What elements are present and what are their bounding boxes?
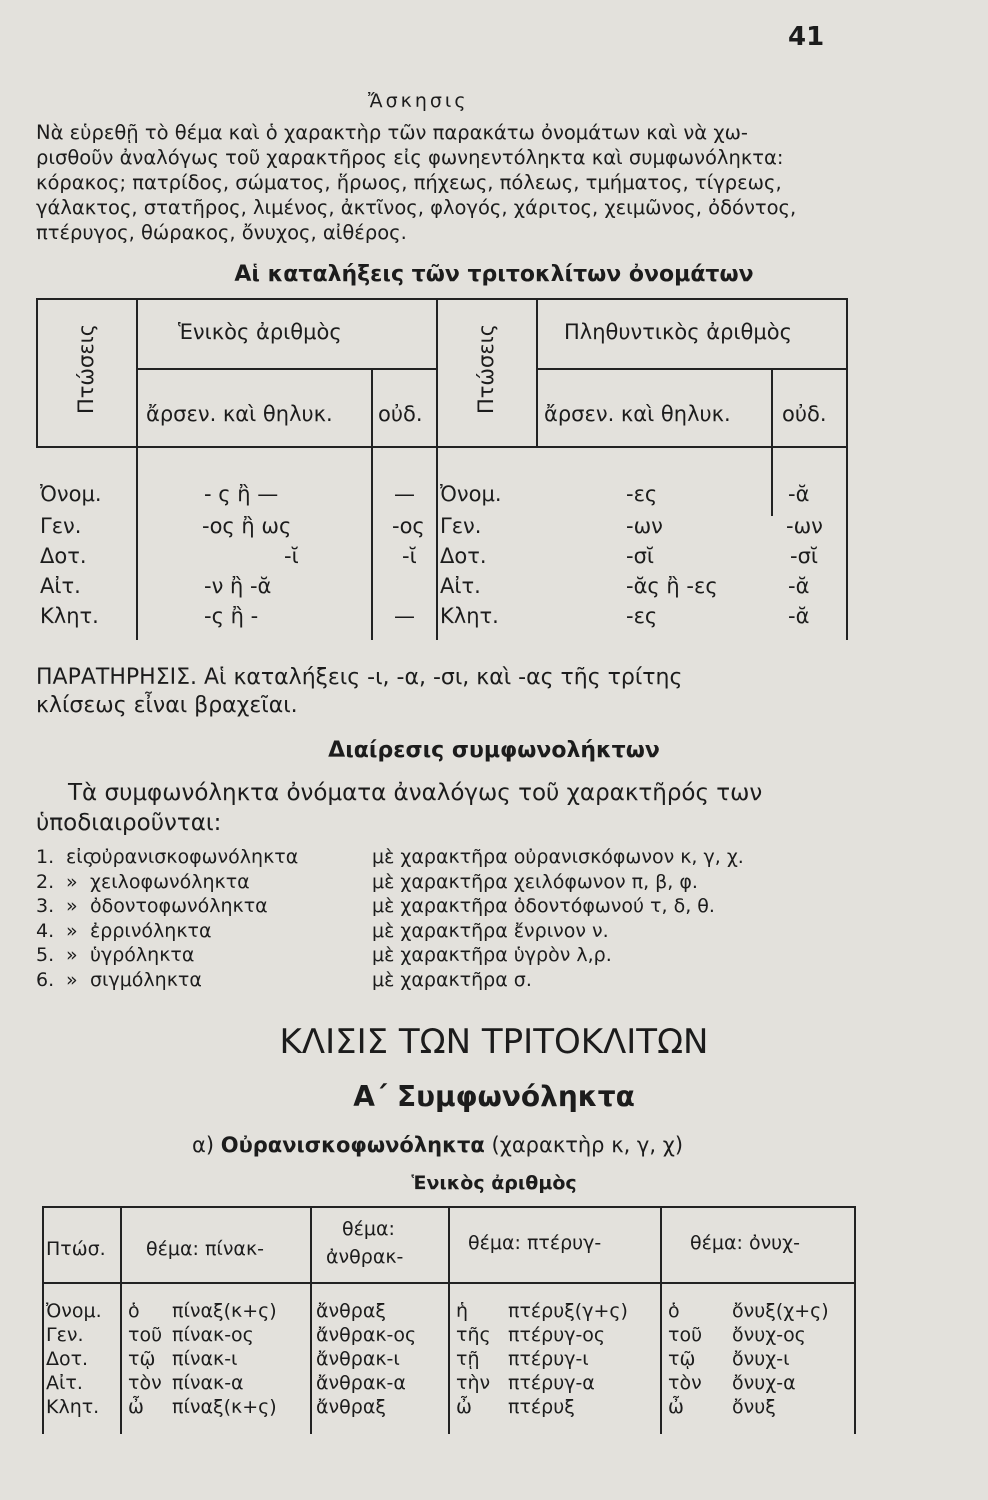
section-name: Οὐρανισκοφωνόληκτα [220,1133,485,1157]
endings-table [36,298,848,640]
form-cell: πτέρυγ-α [508,1372,595,1394]
stem-header: θέμα: [342,1218,395,1240]
ending-cell: -ος ἢ ως [202,514,292,538]
declension-title: ΚΛΙΣΙΣ ΤΩΝ ΤΡΙΤΟΚΛΙΤΩΝ [279,1022,709,1062]
pl-n-header: οὐδ. [782,402,827,426]
ending-cell: -ᾰς ἢ -ες [626,574,718,598]
item-desc: μὲ χαρακτῆρα χειλόφωνον π, β, φ. [372,870,698,893]
article-cell: τῆς [456,1324,491,1346]
ending-cell: -ν ἢ -ᾰ [204,574,272,598]
form-cell: πτέρυξ(γ+ς) [508,1300,628,1322]
article-cell: τῷ [668,1348,696,1370]
form-cell: ἄνθρακ-ι [316,1348,400,1370]
article-cell: τοῦ [668,1324,703,1346]
singular-header: Ἑνικὸς ἀριθμὸς [178,320,342,344]
exercise-title: Ἄσκησις [368,90,469,112]
article-cell: τὸν [128,1372,162,1394]
form-cell: ὄνυχ-α [732,1372,796,1394]
form-cell: ἄνθρακ-ος [316,1324,417,1346]
paradigm-table [42,1206,856,1434]
ending-cell: -ᾰ [788,604,810,628]
item-prefix: » [66,944,78,966]
pl-mf-header: ἄρσεν. καὶ θηλυκ. [544,402,731,426]
item-name: ὑγρόληκτα [90,944,195,966]
item-prefix: » [66,870,78,893]
stem-header: θέμα: ὀνυχ- [690,1232,801,1254]
item-name: ἐρρινόληκτα [90,919,212,942]
item-name: σιγμόληκτα [90,968,202,991]
item-name: ὀδοντοφωνόληκτα [90,895,268,917]
item-prefix: » [66,968,78,991]
item-desc: μὲ χαρακτῆρα σ. [372,968,532,991]
form-cell: πίνακ-ος [172,1324,254,1346]
case-cell: Αἰτ. [440,574,481,598]
article-cell: τὸν [668,1372,702,1394]
ending-cell: — [394,482,415,506]
note-line: ΠΑΡΑΤΗΡΗΣΙΣ. Αἱ καταλήξεις -ι, -α, -σι, καὶ -ας τῆς τρίτης [36,665,683,690]
form-cell: ὄνυχ-ος [732,1324,806,1346]
form-cell: πτέρυξ [508,1396,575,1418]
case-cell: Κλητ. [40,604,99,628]
item-prefix: » [66,895,78,917]
stem-header: θέμα: πίνακ- [146,1238,265,1260]
article-cell: ὦ [668,1396,684,1418]
ending-cell: -ῐ [402,544,417,568]
item-prefix: εἰς [66,846,94,868]
article-cell: ὦ [456,1396,472,1418]
ending-cell: -σῐ [626,544,654,568]
page-number: 41 [788,22,825,52]
form-cell: ὄνυξ(χ+ς) [732,1300,829,1322]
article-cell: ὁ [668,1300,680,1322]
form-cell: ἄνθρακ-α [316,1372,406,1394]
case-header: Πτώσ. [46,1238,106,1260]
ending-cell: -ων [786,514,823,538]
form-cell: πίνακ-ι [172,1348,238,1370]
exercise-line: ρισθοῦν ἀναλόγως τοῦ χαρακτῆρος εἰς φωνηεντόληκτα καὶ συμφωνόληκτα: [36,146,784,169]
article-cell: τοῦ [128,1324,163,1346]
ending-cell: -ων [626,514,663,538]
case-cell: Αἰτ. [46,1372,83,1394]
sg-mf-header: ἄρσεν. καὶ θηλυκ. [146,402,333,426]
ending-cell: — [394,604,415,628]
case-cell: Δοτ. [40,544,87,568]
form-cell: πίναξ(κ+ς) [172,1396,277,1418]
ending-cell: - ς ἢ — [204,482,279,506]
ending-cell: -ᾰ [788,574,810,598]
section-note: (χαρακτὴρ κ, γ, χ) [491,1133,684,1157]
item-number: 4. [36,919,55,942]
sg-n-header: οὐδ. [378,402,423,426]
form-cell: ἄνθραξ [316,1396,386,1418]
item-number: 2. [36,870,55,893]
case-cell: Ὀνομ. [440,482,502,506]
exercise-line: γάλακτος, στατῆρος, λιμένος, ἀκτῖνος, φλογός, χάριτος, χειμῶνος, ὀδόντος, [36,196,797,219]
number-label: Ἑνικὸς ἀριθμὸς [411,1172,577,1194]
item-desc: μὲ χαρακτῆρα οὐρανισκόφωνον κ, γ, χ. [372,846,744,868]
ending-cell: -ῐ [284,544,299,568]
form-cell: ὄνυχ-ι [732,1348,790,1370]
article-cell: τὴν [456,1372,491,1394]
item-desc: μὲ χαρακτῆρα ὀδοντόφωνού τ, δ, θ. [372,895,715,917]
ending-cell: -ς ἢ - [204,604,259,628]
case-cell: Κλητ. [46,1396,100,1418]
item-name: οὐρανισκοφωνόληκτα [90,846,299,868]
case-cell: Γεν. [46,1324,84,1346]
case-cell: Δοτ. [46,1348,89,1370]
form-cell: πίναξ(κ+ς) [172,1300,277,1322]
ending-cell: -ες [626,604,658,628]
article-cell: ὁ [128,1300,140,1322]
case-cell: Δοτ. [440,544,487,568]
item-number: 3. [36,895,55,917]
ending-cell: -σῐ [790,544,818,568]
division-title: Διαίρεσις συμφωνολήκτων [328,738,660,763]
division-text-line: ὑποδιαιροῦνται: [36,810,222,836]
case-cell: Γεν. [440,514,482,538]
form-cell: ἄνθραξ [316,1300,386,1322]
item-prefix: » [66,919,78,942]
item-desc: μὲ χαρακτῆρα ἔνρινον ν. [372,919,609,942]
endings-table-title: Αἱ καταλήξεις τῶν τριτοκλίτων ὀνομάτων [234,262,754,287]
ending-cell: -ος [392,514,425,538]
item-name: χειλοφωνόληκτα [90,870,250,893]
division-text [36,778,858,838]
exercise-line: πτέρυγος, θώρακος, ὄνυχος, αἰθέρος. [36,221,407,244]
item-number: 5. [36,944,55,966]
stem-header: θέμα: πτέρυγ- [468,1232,602,1254]
article-cell: ἡ [456,1300,469,1322]
case-cell: Κλητ. [440,604,499,628]
item-desc: μὲ χαρακτῆρα ὑγρὸν λ,ρ. [372,944,612,966]
article-cell: τῷ [128,1348,156,1370]
form-cell: πτέρυγ-ος [508,1324,606,1346]
section-prefix: α) [192,1133,215,1157]
form-cell: πτέρυγ-ι [508,1348,589,1370]
exercise-text [36,120,858,245]
declension-subtitle: Α΄ Συμφωνόληκτα [353,1080,635,1113]
case-cell: Ὀνομ. [40,482,102,506]
ending-cell: -ες [626,482,658,506]
ending-cell: -ᾰ [788,482,810,506]
case-cell: Γεν. [40,514,82,538]
article-cell: ὦ [128,1396,144,1418]
cases-header: Πτώσεις [74,323,98,414]
observation-note [36,664,858,720]
article-cell: τῇ [456,1348,480,1370]
case-cell: Αἰτ. [40,574,81,598]
item-number: 6. [36,968,55,991]
exercise-line: κόρακος; πατρίδος, σώματος, ἥρωος, πήχεως, πόλεως, τμήματος, τίγρεως, [36,171,782,194]
form-cell: πίνακ-α [172,1372,244,1394]
case-cell: Ὀνομ. [46,1300,102,1322]
plural-header: Πληθυντικὸς ἀριθμὸς [564,320,792,344]
form-cell: ὄνυξ [732,1396,776,1418]
cases-header-2: Πτώσεις [474,323,498,414]
note-line: κλίσεως εἶναι βραχεῖαι. [36,693,298,718]
item-number: 1. [36,846,55,868]
section-heading [192,1133,683,1157]
exercise-line: Νὰ εὑρεθῇ τὸ θέμα καὶ ὁ χαρακτὴρ τῶν παρακάτω ὀνομάτων καὶ νὰ χω- [36,121,748,144]
stem-header: ἀνθρακ- [326,1246,404,1268]
division-text-line: Τὰ συμφωνόληκτα ὀνόματα ἀναλόγως τοῦ χαρακτῆρός των [68,780,763,806]
